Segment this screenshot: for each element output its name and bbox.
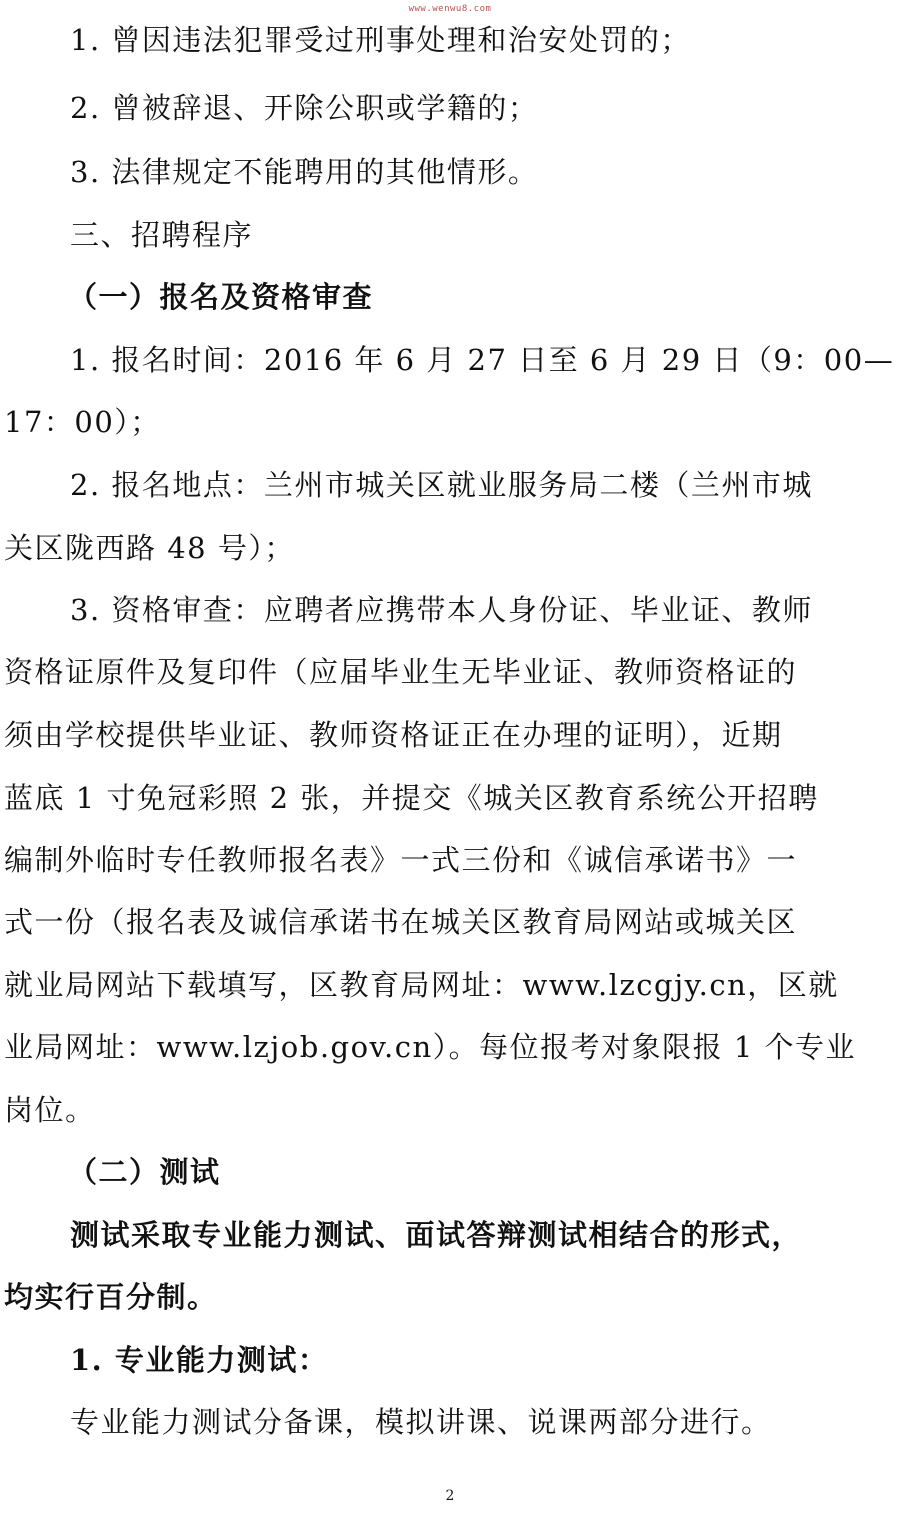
list-item-disqualification-1: 1. 曾因违法犯罪受过刑事处理和治安处罚的； [70, 23, 691, 57]
paragraph-line: 编制外临时专任教师报名表》一式三份和《诚信承诺书》一 [4, 843, 798, 877]
paragraph-line: 业局网址：www.lzjob.gov.cn）。每位报考对象限报 1 个专业 [4, 1030, 857, 1064]
list-item-disqualification-2: 2. 曾被辞退、开除公职或学籍的； [70, 91, 539, 125]
paragraph-line: 蓝底 1 寸免冠彩照 2 张，并提交《城关区教育系统公开招聘 [4, 781, 819, 815]
page-number: 2 [445, 1488, 455, 1504]
paragraph-line: 须由学校提供毕业证、教师资格证正在办理的证明），近期 [4, 718, 783, 752]
paragraph-line: 2. 报名地点：兰州市城关区就业服务局二楼（兰州市城 [70, 468, 813, 502]
paragraph-line: 1. 报名时间：2016 年 6 月 27 日至 6 月 29 日（9：00— [70, 343, 895, 377]
paragraph-line-bold: 均实行百分制。 [4, 1280, 218, 1314]
subsection-heading-registration: （一）报名及资格审查 [68, 280, 374, 314]
paragraph-line: 岗位。 [4, 1093, 96, 1127]
paragraph-line-bold: 测试采取专业能力测试、面试答辩测试相结合的形式， [70, 1218, 803, 1252]
paragraph-line: 式一份（报名表及诚信承诺书在城关区教育局网站或城关区 [4, 905, 798, 939]
list-item-disqualification-3: 3. 法律规定不能聘用的其他情形。 [70, 155, 539, 189]
paragraph-line: 3. 资格审查：应聘者应携带本人身份证、毕业证、教师 [70, 593, 813, 627]
site-watermark: www.wenwu8.com [408, 4, 492, 14]
paragraph-line: 资格证原件及复印件（应届毕业生无毕业证、教师资格证的 [4, 655, 798, 689]
paragraph-line: 17：00）； [4, 405, 161, 439]
subsection-heading-test: （二）测试 [68, 1155, 221, 1189]
item-heading-professional-test: 1. 专业能力测试： [70, 1343, 329, 1377]
section-heading: 三、招聘程序 [70, 218, 254, 252]
paragraph-line: 专业能力测试分备课，模拟讲课、说课两部分进行。 [70, 1405, 772, 1439]
paragraph-line: 关区陇西路 48 号）； [4, 531, 295, 565]
paragraph-line: 就业局网站下载填写，区教育局网址：www.lzcgjy.cn，区就 [4, 968, 839, 1002]
